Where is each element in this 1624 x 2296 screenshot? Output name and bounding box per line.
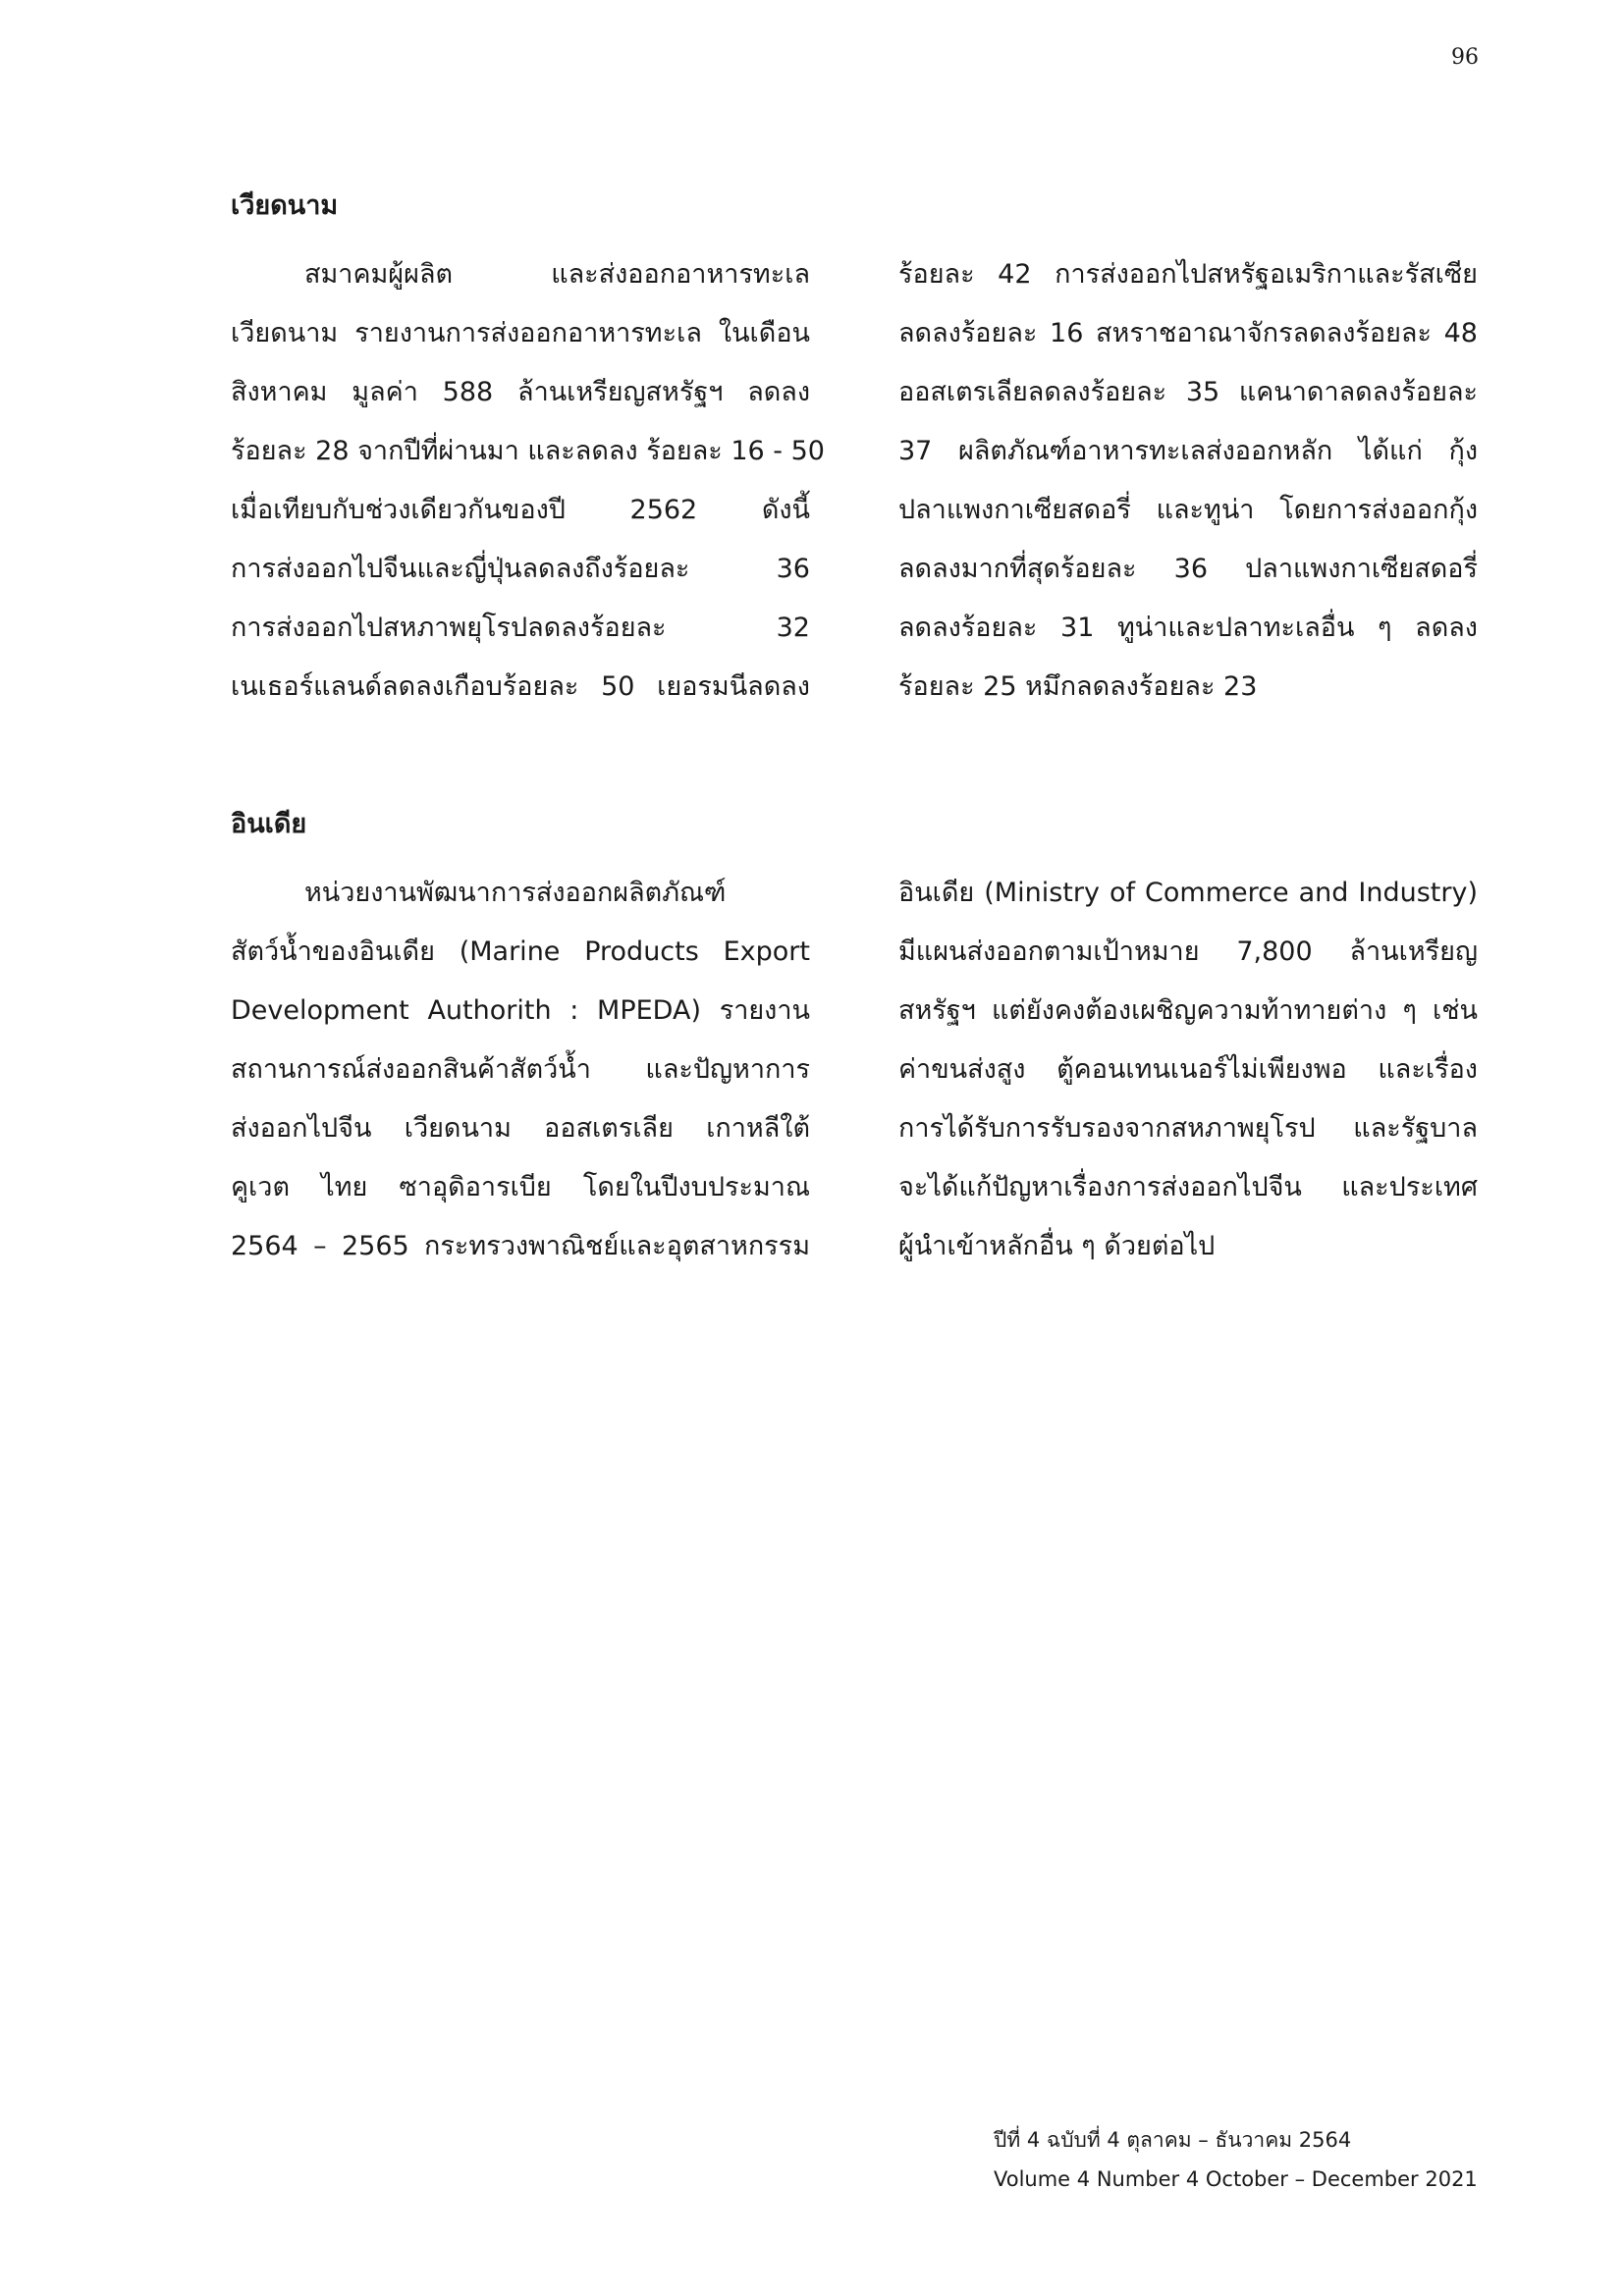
text-line: เนเธอร์แลนด์ลดลงเกือบร้อยละ 50 เยอรมนีลดลง — [231, 671, 810, 702]
text-line: สัตว์น้ำของอินเดีย (Marine Products Export — [231, 936, 810, 967]
text-line: สมาคมผู้ผลิต และส่งออกอาหารทะเล — [304, 259, 810, 290]
text-line: ลดลงร้อยละ 31 ทูน่าและปลาทะเลอื่น ๆ ลดลง — [898, 613, 1478, 643]
footer — [994, 2120, 1478, 2199]
footer-issue-english: Volume 4 Number 4 October – December 2021 — [994, 2167, 1478, 2191]
text-line: มีแผนส่งออกตามเป้าหมาย 7,800 ล้านเหรียญ — [898, 936, 1478, 967]
text-line: ร้อยละ 42 การส่งออกไปสหรัฐอเมริกาและรัสเซีย — [898, 259, 1478, 290]
text-line: สหรัฐฯ แต่ยังคงต้องเผชิญความท้าทายต่าง ๆ เช่น — [898, 995, 1478, 1026]
text-line: 37 ผลิตภัณฑ์อาหารทะเลส่งออกหลัก ได้แก่ กุ้ง — [898, 436, 1478, 466]
text-line: ส่งออกไปจีน เวียดนาม ออสเตรเลีย เกาหลีใต้ — [231, 1113, 810, 1144]
section-heading: อินเดีย — [231, 809, 307, 839]
footer-issue-thai: ปีที่ 4 ฉบับที่ 4 ตุลาคม – ธันวาคม 2564 — [994, 2128, 1352, 2152]
text-line: ปลาแพงกาเซียสดอรี่ และทูน่า โดยการส่งออกกุ้ง — [898, 495, 1478, 525]
text-line: ลดลงมากที่สุดร้อยละ 36 ปลาแพงกาเซียสดอรี่ — [898, 554, 1478, 584]
text-line: หน่วยงานพัฒนาการส่งออกผลิตภัณฑ์ — [304, 878, 727, 908]
text-line: สิงหาคม มูลค่า 588 ล้านเหรียญสหรัฐฯ ลดลง — [231, 377, 810, 407]
text-line: สถานการณ์ส่งออกสินค้าสัตว์น้ำ และปัญหาการ — [231, 1054, 810, 1085]
text-line: ค่าขนส่งสูง ตู้คอนเทนเนอร์ไม่เพียงพอ และเรื่อง — [898, 1054, 1478, 1085]
text-line: 2564 – 2565 กระทรวงพาณิชย์และอุตสาหกรรม — [231, 1231, 810, 1261]
text-line: เวียดนาม รายงานการส่งออกอาหารทะเล ในเดือน — [231, 318, 810, 348]
text-line: การได้รับการรับรองจากสหภาพยุโรป และรัฐบาล — [898, 1113, 1478, 1144]
text-line: อินเดีย (Ministry of Commerce and Industry) — [898, 878, 1478, 908]
text-line: การส่งออกไปสหภาพยุโรปลดลงร้อยละ 32 — [231, 613, 810, 643]
text-line: ร้อยละ 25 หมึกลดลงร้อยละ 23 — [898, 671, 1258, 702]
page-number: 96 — [1451, 45, 1479, 70]
text-line: การส่งออกไปจีนและญี่ปุ่นลดลงถึงร้อยละ 36 — [231, 554, 810, 584]
right-column — [898, 864, 1478, 1276]
text-line: จะได้แก้ปัญหาเรื่องการส่งออกไปจีน และประเทศ — [898, 1172, 1478, 1202]
section-heading: เวียดนาม — [231, 190, 339, 221]
left-column — [231, 245, 825, 717]
text-line: ผู้นำเข้าหลักอื่น ๆ ด้วยต่อไป — [898, 1231, 1216, 1261]
text-line: ลดลงร้อยละ 16 สหราชอาณาจักรลดลงร้อยละ 48 — [898, 318, 1478, 348]
section-india — [231, 805, 1478, 1414]
two-column-body — [231, 864, 1478, 1414]
text-line: เมื่อเทียบกับช่วงเดียวกันของปี 2562 ดังนี้ — [231, 495, 810, 525]
text-line: คูเวต ไทย ซาอุดิอารเบีย โดยในปีงบประมาณ — [231, 1172, 810, 1202]
text-line: ร้อยละ 28 จากปีที่ผ่านมา และลดลง ร้อยละ 16 - 50 — [231, 436, 825, 466]
text-line: ออสเตรเลียลดลงร้อยละ 35 แคนาดาลดลงร้อยละ — [898, 377, 1478, 407]
section-vietnam — [231, 187, 1478, 795]
two-column-body — [231, 245, 1478, 795]
left-column — [231, 864, 810, 1276]
text-line: Development Authorith : MPEDA) รายงาน — [231, 995, 810, 1026]
right-column — [898, 245, 1478, 717]
